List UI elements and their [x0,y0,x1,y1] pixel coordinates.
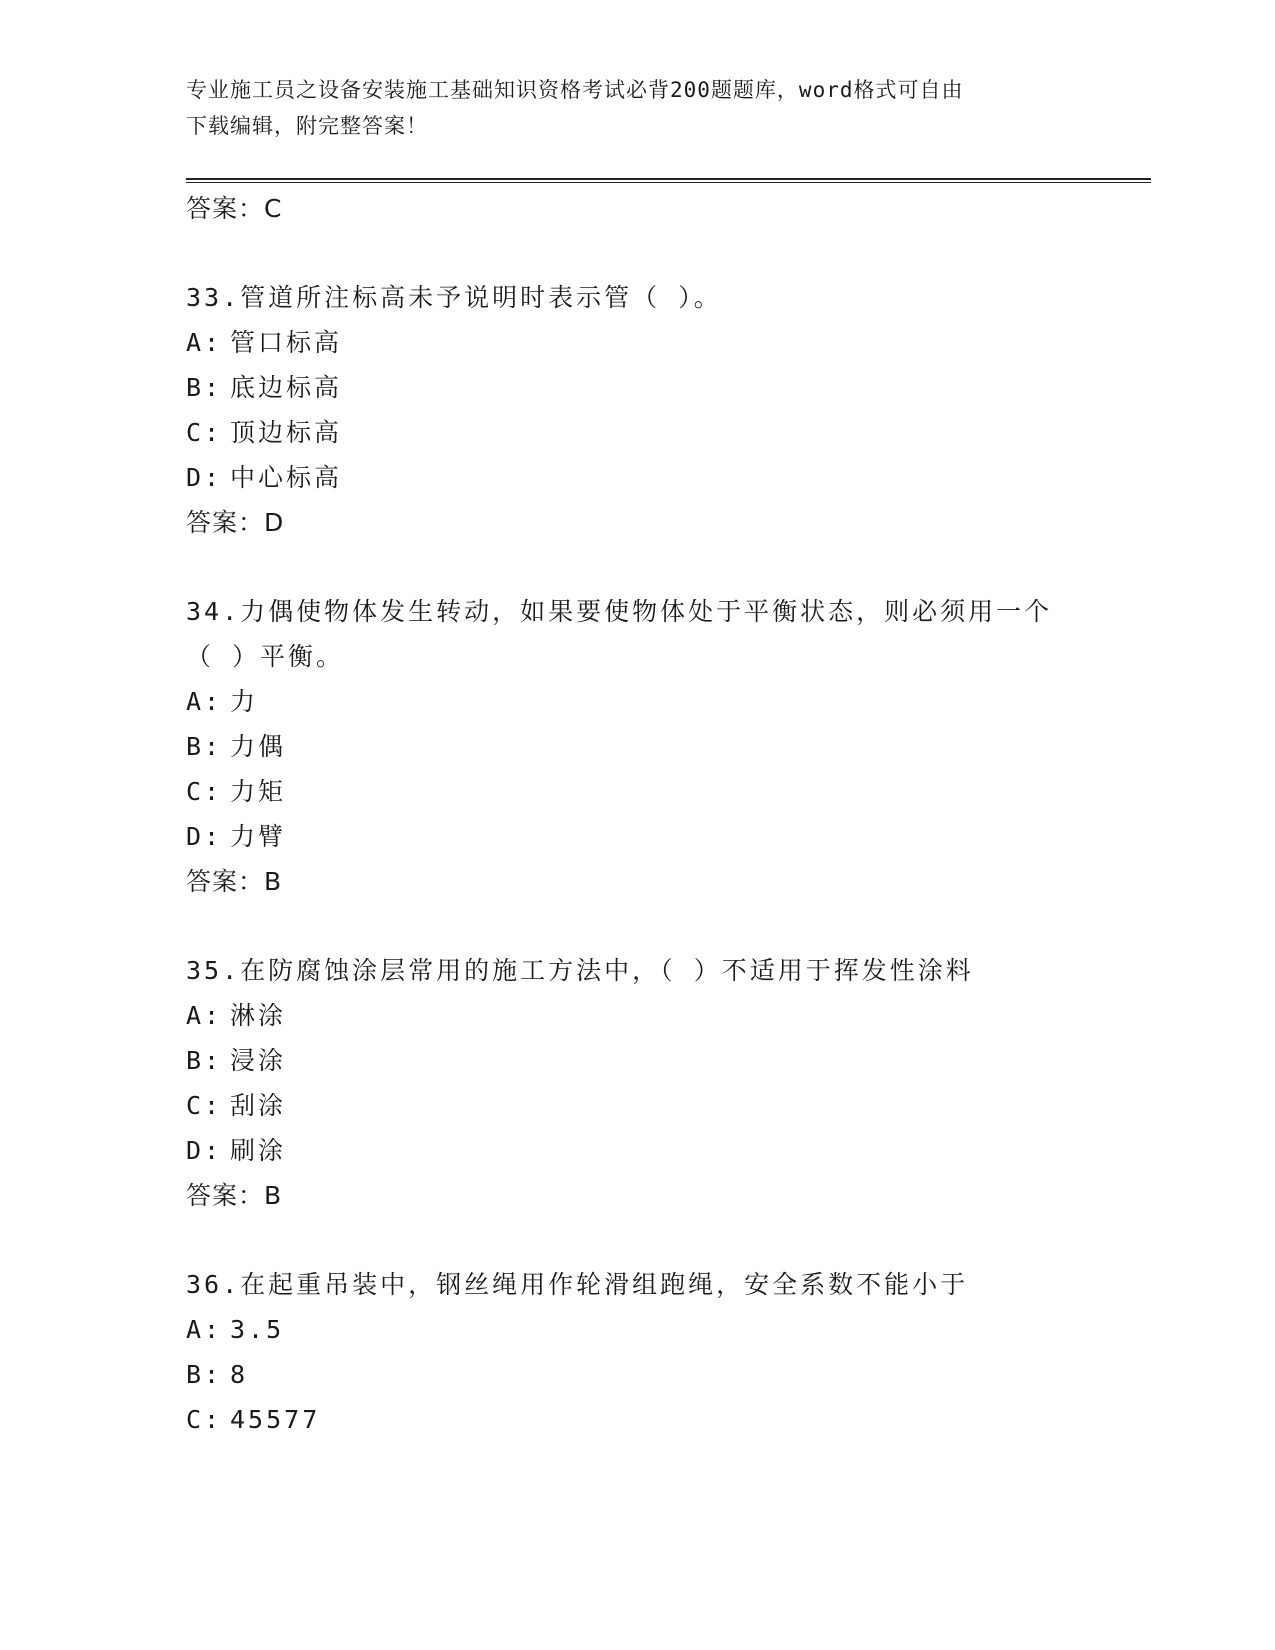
option-letter: C: [186,418,223,447]
header-title-line-2: 下载编辑，附完整答案！ [186,114,428,138]
option-letter: C: [186,777,223,806]
option-b [186,365,1126,410]
spacer [186,546,1126,589]
option-text: 力偶 [230,732,287,761]
option-letter: B: [186,1046,223,1075]
option-letter: D: [186,463,223,492]
question-36 [186,1262,1126,1442]
question-stem: 34.力偶使物体发生转动，如果要使物体处于平衡状态，则必须用一个 [186,597,1053,626]
option-text: 刷涂 [230,1136,287,1165]
spacer [186,905,1126,948]
option-b [186,724,1126,769]
spacer [186,232,1126,275]
option-d [186,814,1126,859]
option-a [186,679,1126,724]
option-c [186,1397,1126,1442]
option-letter: A: [186,687,223,716]
option-text: 顶边标高 [230,418,343,447]
question-33 [186,275,1126,546]
option-b [186,1038,1126,1083]
option-text: 45577 [230,1405,321,1434]
option-b [186,1352,1126,1397]
option-text: 力臂 [230,822,287,851]
option-letter: A: [186,1001,223,1030]
question-stem: 36.在起重吊装中，钢丝绳用作轮滑组跑绳，安全系数不能小于 [186,1270,969,1299]
option-letter: B: [186,732,223,761]
option-text: 浸涂 [230,1046,287,1075]
option-text: 力矩 [230,777,287,806]
option-c [186,410,1126,455]
spacer [186,1219,1126,1262]
option-d [186,455,1126,500]
option-text: 8 [230,1360,249,1389]
option-c [186,1083,1126,1128]
question-answer: 答案：B [186,1181,283,1210]
question-stem: 35.在防腐蚀涂层常用的施工方法中，（ ）不适用于挥发性涂料 [186,956,974,985]
option-a [186,1307,1126,1352]
question-answer: 答案：D [186,508,285,537]
document-header [186,72,1086,144]
option-a [186,320,1126,365]
question-stem: 33.管道所注标高未予说明时表示管（ ）。 [186,283,722,312]
question-answer: 答案：B [186,867,283,896]
option-letter: A: [186,328,223,357]
option-text: 3.5 [230,1315,285,1344]
header-divider [186,178,1151,183]
question-34 [186,589,1126,905]
option-text: 管口标高 [230,328,343,357]
option-a [186,993,1126,1038]
previous-answer: 答案：C [186,194,283,223]
option-text: 淋涂 [230,1001,287,1030]
option-text: 底边标高 [230,373,343,402]
option-letter: B: [186,1360,223,1389]
option-text: 刮涂 [230,1091,287,1120]
option-c [186,769,1126,814]
question-35 [186,948,1126,1219]
option-letter: D: [186,1136,223,1165]
option-letter: B: [186,373,223,402]
header-title-line-1: 专业施工员之设备安装施工基础知识资格考试必背200题题库，word格式可自由 [186,78,964,102]
option-letter: A: [186,1315,223,1344]
option-text: 力 [230,687,259,716]
option-letter: C: [186,1091,223,1120]
option-d [186,1128,1126,1173]
option-letter: D: [186,822,223,851]
question-stem-continued: （ ）平衡。 [186,642,345,671]
option-text: 中心标高 [230,463,343,492]
option-letter: C: [186,1405,223,1434]
question-list [186,186,1126,1442]
